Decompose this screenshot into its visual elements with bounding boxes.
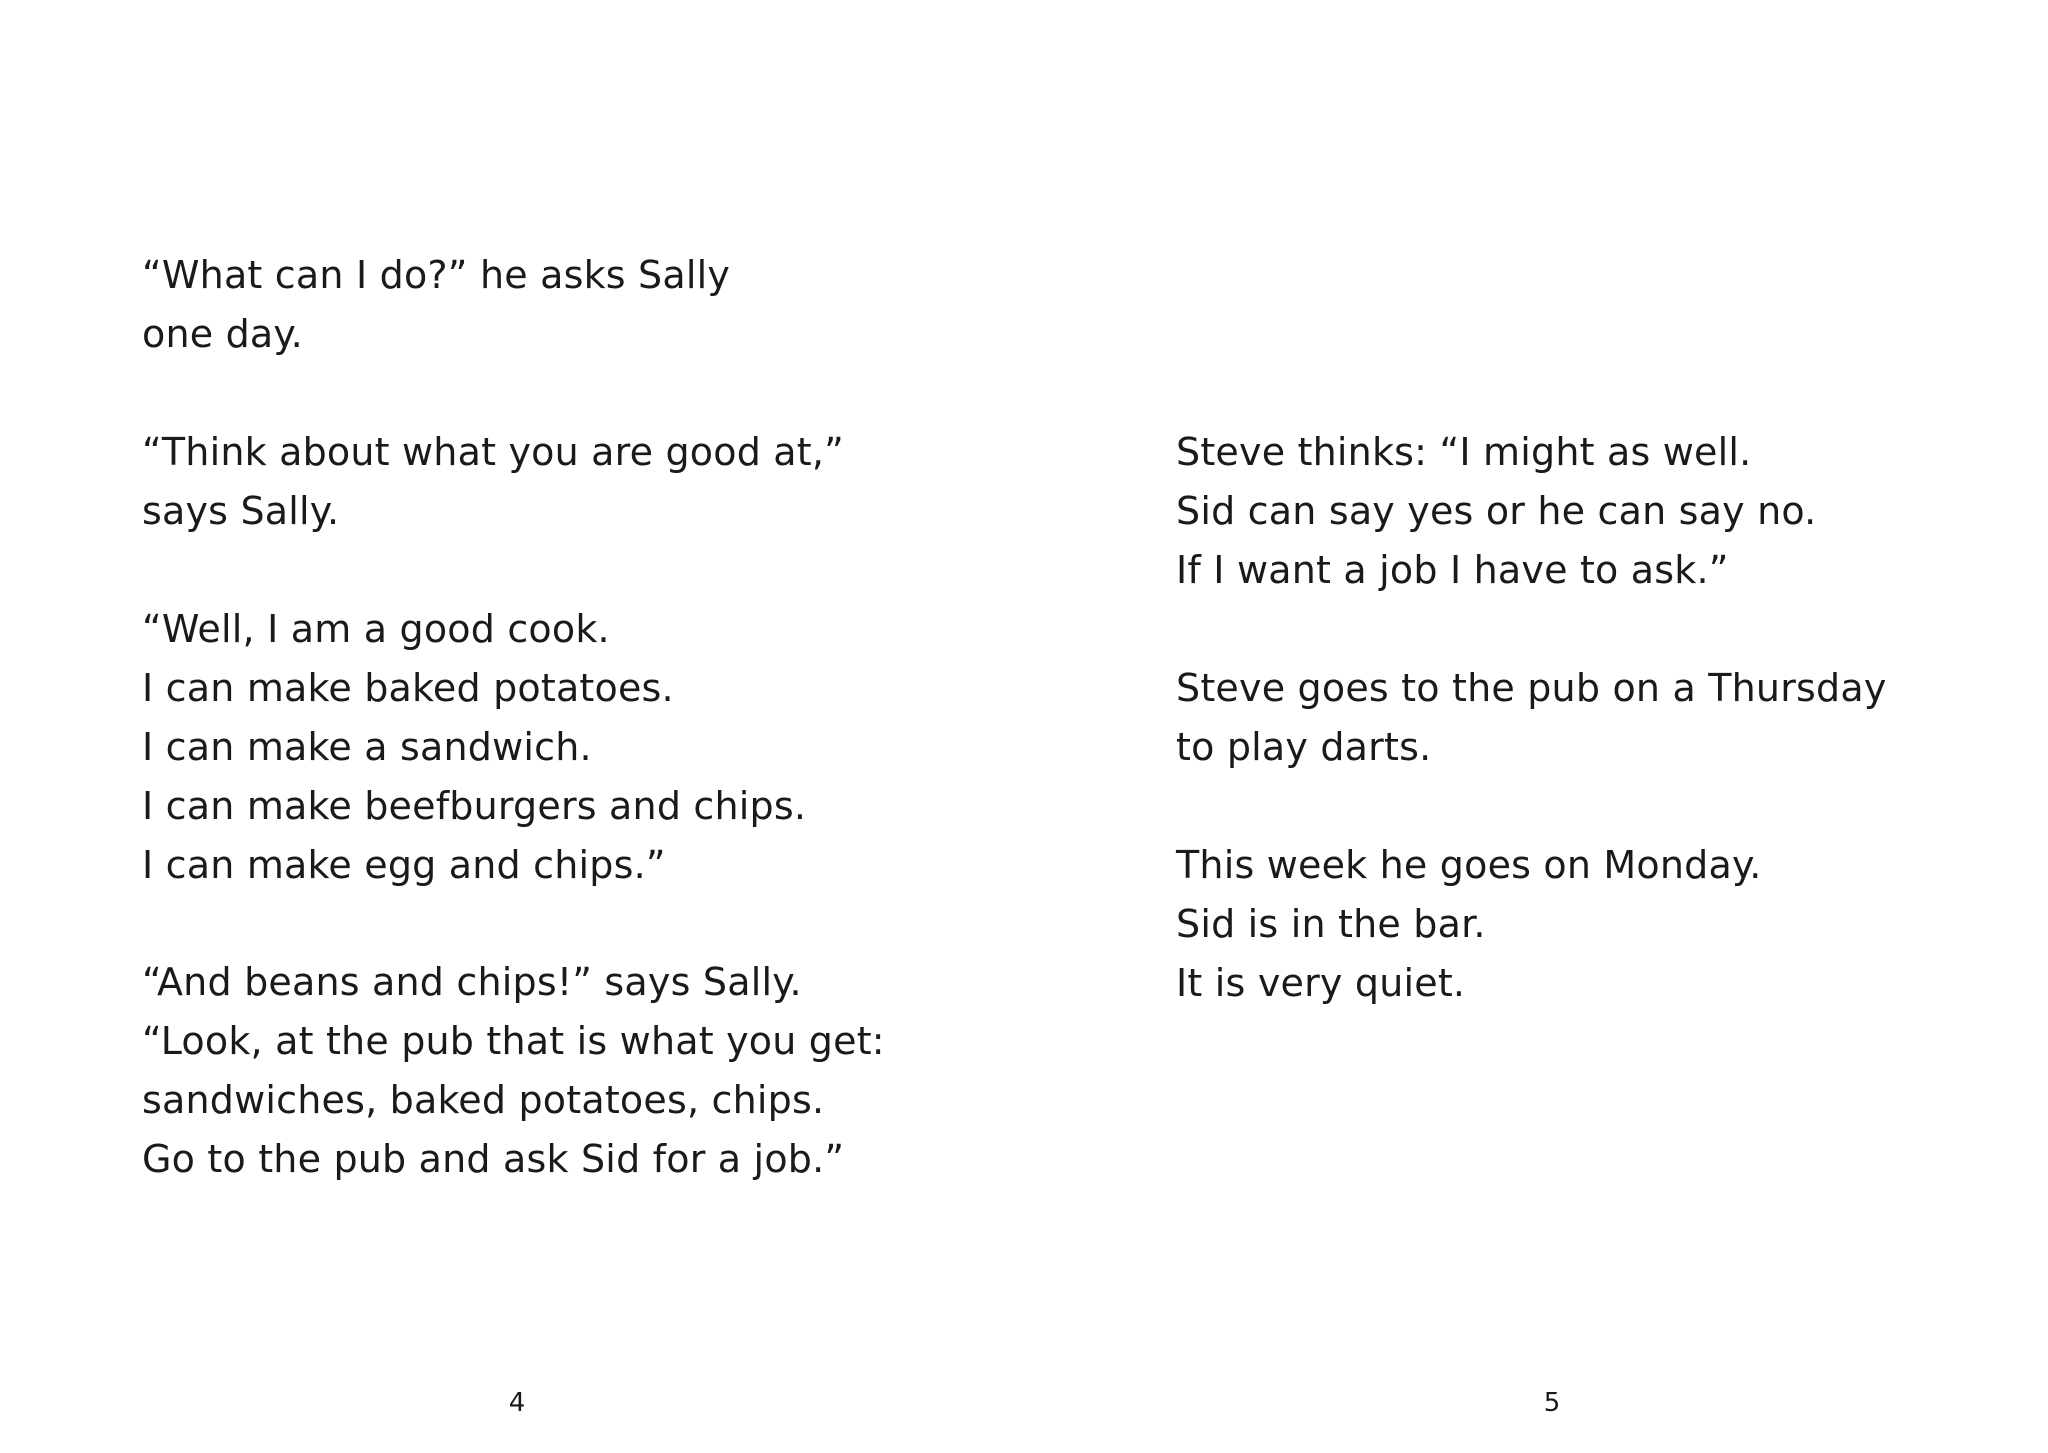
text-line: It is very quiet. (1176, 961, 1466, 1005)
text-line: sandwiches, baked potatoes, chips. (142, 1078, 825, 1122)
text-line: Go to the pub and ask Sid for a job.” (142, 1137, 845, 1181)
text-line: “Well, I am a good cook. (142, 607, 610, 651)
text-line: This week he goes on Monday. (1176, 843, 1762, 887)
text-line: to play darts. (1176, 725, 1432, 769)
text-line: Sid is in the bar. (1176, 902, 1486, 946)
paragraph (142, 246, 730, 364)
paragraph (1176, 659, 1887, 777)
page-number: 5 (1543, 1388, 1561, 1418)
text-line: I can make baked potatoes. (142, 666, 674, 710)
text-line: Steve goes to the pub on a Thursday (1176, 666, 1887, 710)
text-line: one day. (142, 312, 303, 356)
paragraph (1176, 836, 1762, 1013)
text-line: I can make a sandwich. (142, 725, 592, 769)
text-line: “And beans and chips!” says Sally. (142, 960, 802, 1004)
text-line: “Think about what you are good at,” (142, 430, 845, 474)
text-line: Sid can say yes or he can say no. (1176, 489, 1817, 533)
text-line: “Look, at the pub that is what you get: (142, 1019, 885, 1063)
text-line: I can make egg and chips.” (142, 843, 666, 887)
text-line: I can make beefburgers and chips. (142, 784, 807, 828)
text-line: says Sally. (142, 489, 340, 533)
text-line: If I want a job I have to ask.” (1176, 548, 1729, 592)
paragraph (1176, 423, 1816, 600)
paragraph (142, 953, 885, 1189)
right-page (1024, 0, 2048, 1453)
paragraph (142, 600, 806, 895)
text-line: Steve thinks: “I might as well. (1176, 430, 1752, 474)
page-number: 4 (508, 1388, 526, 1418)
text-line: “What can I do?” he asks Sally (142, 253, 731, 297)
paragraph (142, 423, 844, 541)
